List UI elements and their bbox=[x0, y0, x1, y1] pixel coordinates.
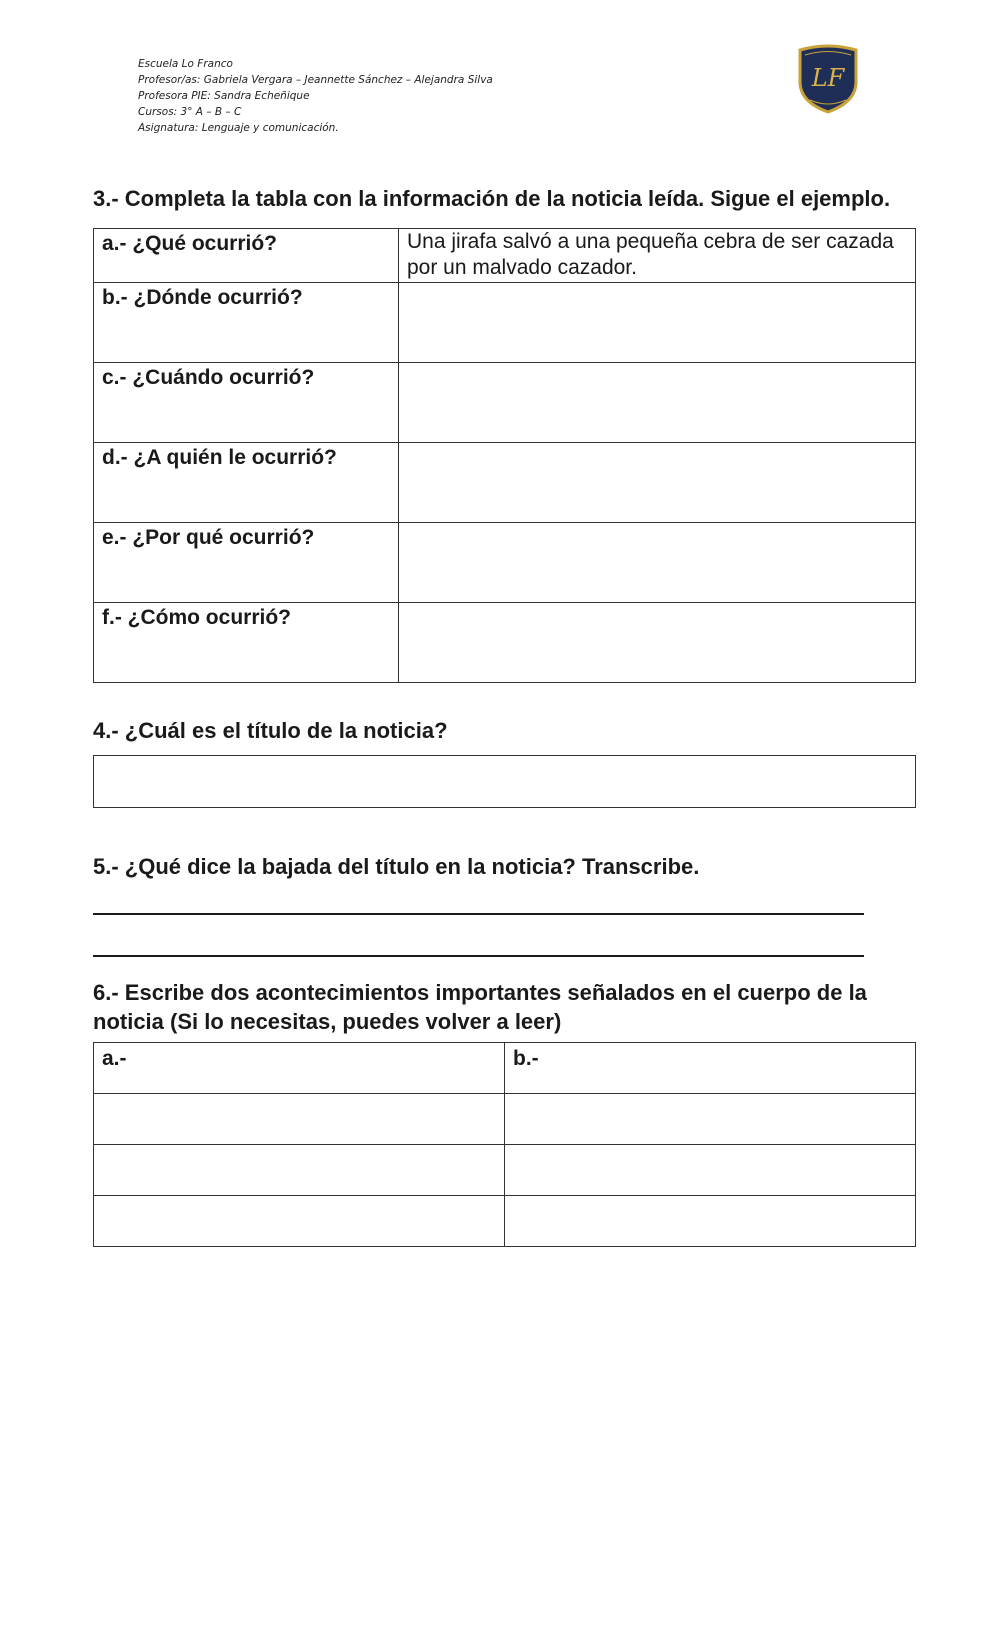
row-label-what: a.- ¿Qué ocurrió? bbox=[94, 229, 399, 283]
svg-text:LF: LF bbox=[811, 64, 845, 92]
event-a-cell[interactable] bbox=[94, 1094, 505, 1145]
event-b-cell[interactable] bbox=[505, 1196, 916, 1247]
column-a-label: a.- bbox=[102, 1047, 127, 1070]
question-5-title: 5.- ¿Qué dice la bajada del título en la noticia? Transcribe. bbox=[93, 854, 700, 879]
row-label-how: f.- ¿Cómo ocurrió? bbox=[94, 603, 399, 683]
table-row bbox=[94, 1196, 916, 1247]
event-a-cell[interactable] bbox=[94, 1196, 505, 1247]
row-label-why: e.- ¿Por qué ocurrió? bbox=[94, 523, 399, 603]
row-answer-why[interactable] bbox=[399, 523, 916, 603]
event-a-cell[interactable] bbox=[94, 1043, 505, 1094]
event-a-cell[interactable] bbox=[94, 1145, 505, 1196]
question-4-answer-box bbox=[93, 755, 916, 808]
answer-line-2[interactable] bbox=[93, 955, 864, 957]
table-row bbox=[94, 756, 916, 808]
row-answer-where[interactable] bbox=[399, 283, 916, 363]
table-row bbox=[94, 229, 916, 283]
row-label-where: b.- ¿Dónde ocurrió? bbox=[94, 283, 399, 363]
table-row bbox=[94, 283, 916, 363]
table-row bbox=[94, 1094, 916, 1145]
question-6-title: 6.- Escribe dos acontecimientos importantes señalados en el cuerpo de la noticia (Si lo necesitas, puedes volver a leer) bbox=[93, 980, 867, 1034]
row-answer-how[interactable] bbox=[399, 603, 916, 683]
question-3-title: 3.- Completa la tabla con la información de la noticia leída. Sigue el ejemplo. bbox=[93, 186, 891, 211]
subject-line: Asignatura: Lenguaje y comunicación. bbox=[138, 122, 339, 134]
row-label-who: d.- ¿A quién le ocurrió? bbox=[94, 443, 399, 523]
row-answer-when[interactable] bbox=[399, 363, 916, 443]
column-b-label: b.- bbox=[513, 1047, 539, 1070]
table-row bbox=[94, 363, 916, 443]
teachers-line: Profesor/as: Gabriela Vergara – Jeannette Sánchez – Alejandra Silva bbox=[138, 74, 493, 86]
table-row bbox=[94, 603, 916, 683]
row-label-when: c.- ¿Cuándo ocurrió? bbox=[94, 363, 399, 443]
document-header bbox=[138, 56, 493, 136]
table-row bbox=[94, 1043, 916, 1094]
pie-teacher-line: Profesora PIE: Sandra Echeñique bbox=[138, 90, 310, 102]
courses-line: Cursos: 3° A – B – C bbox=[138, 106, 242, 118]
event-b-cell[interactable] bbox=[505, 1145, 916, 1196]
school-logo bbox=[796, 44, 860, 114]
table-row bbox=[94, 523, 916, 603]
question-4-title: 4.- ¿Cuál es el título de la noticia? bbox=[93, 718, 448, 743]
question-6-table bbox=[93, 1042, 916, 1247]
question-3-table bbox=[93, 228, 916, 683]
event-b-cell[interactable] bbox=[505, 1043, 916, 1094]
row-answer-who[interactable] bbox=[399, 443, 916, 523]
answer-line-1[interactable] bbox=[93, 913, 864, 915]
school-name: Escuela Lo Franco bbox=[138, 58, 233, 70]
title-answer-field[interactable] bbox=[94, 756, 916, 808]
row-answer-what[interactable]: Una jirafa salvó a una pequeña cebra de ser cazada por un malvado cazador. bbox=[399, 229, 916, 283]
table-row bbox=[94, 443, 916, 523]
event-b-cell[interactable] bbox=[505, 1094, 916, 1145]
table-row bbox=[94, 1145, 916, 1196]
